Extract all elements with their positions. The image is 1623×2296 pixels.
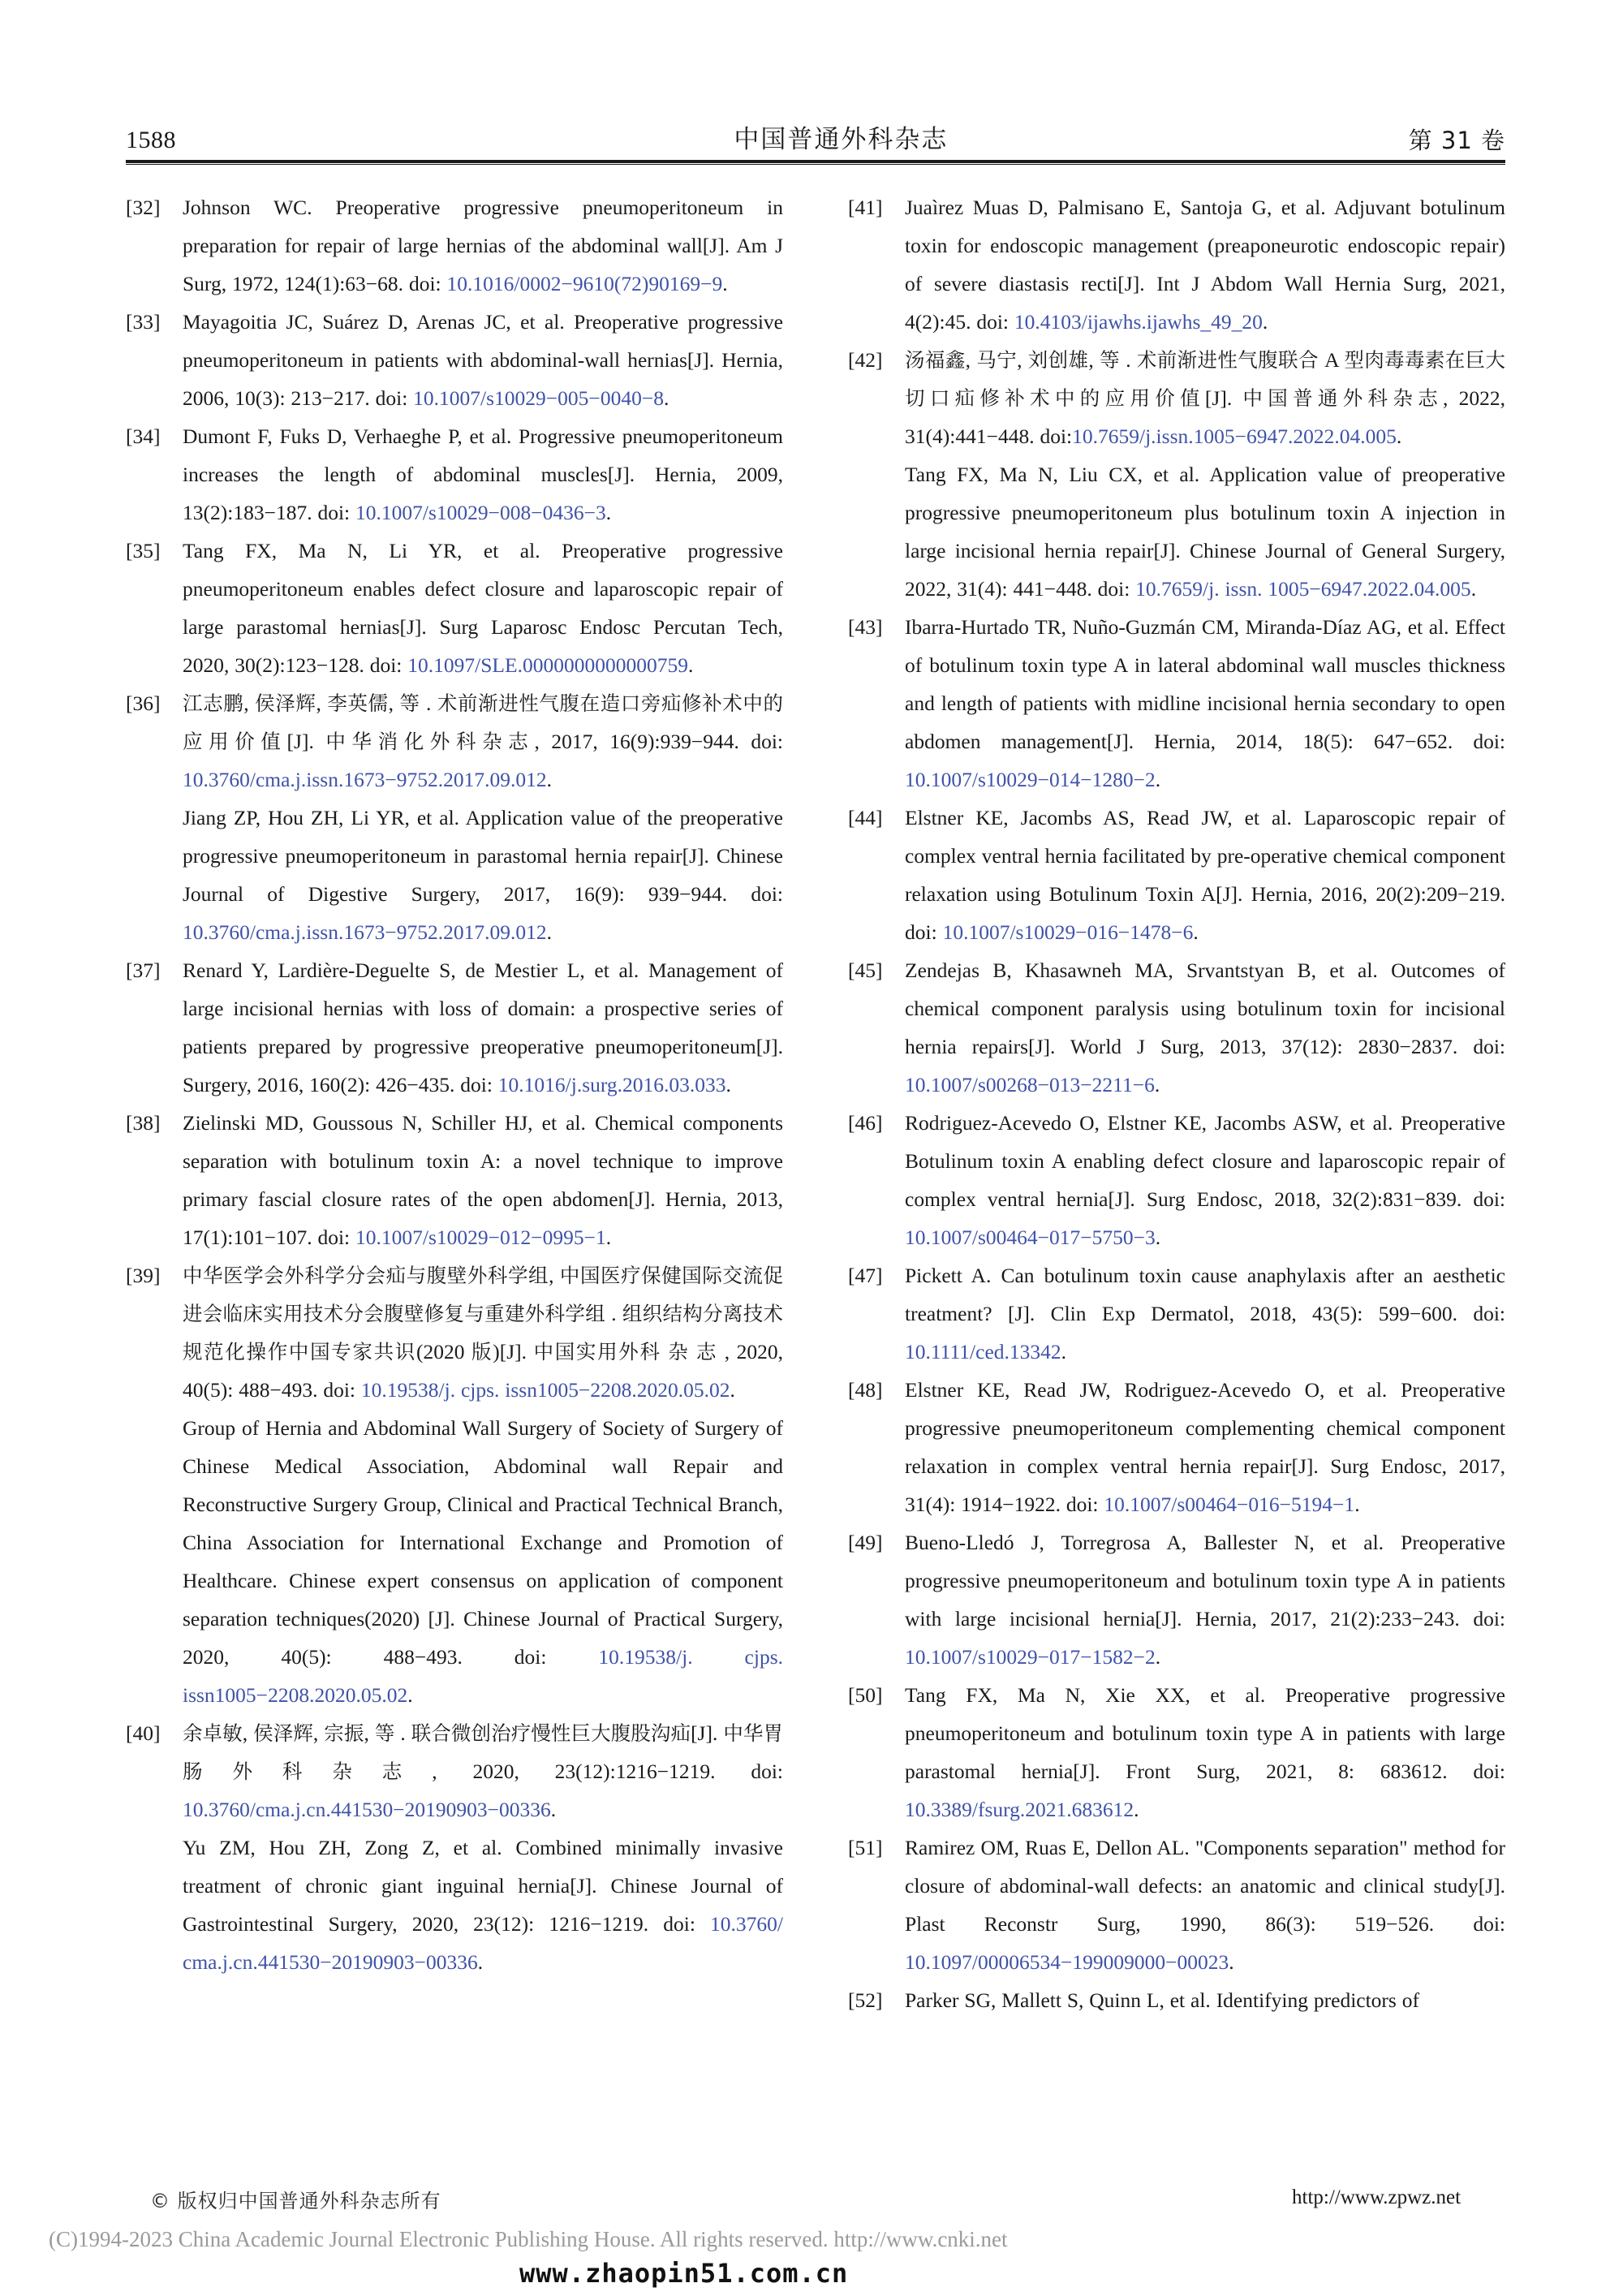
cjk-run: 组织结构分离技术规范化操作中国专家共识 [183,1302,784,1363]
header-rule [126,160,1505,163]
reference-entry [848,951,1505,1104]
reference-columns [126,188,1505,2019]
doi-link[interactable]: 10.1007/s00268−013−2211−6 [905,1073,1155,1096]
reference-text: Elstner KE, Read JW, Rodriguez-Acevedo O, et al. Preoperative progressive pneumoperitoneum complementing chemical component relaxation in complex ventral hernia repair[J]. Surg Endosc, 2017, 31(4): 1914−1922. doi: 10.1007/s00464−016−5194−1. [905,1378,1505,1516]
volume-label: 第 31 卷 [1408,127,1505,154]
cjk-run: 等 [1100,348,1120,372]
cjk-run: 联合微创治疗慢性巨大腹股沟疝 [411,1721,691,1745]
reference-entry [848,1256,1505,1371]
reference-text: Ibarra-Hurtado TR, Nuño-Guzmán CM, Miranda-Díaz AG, et al. Effect of botulinum toxin type A in lateral abdominal wall muscles thickness and length of patients with midline incisional hernia secondary to open abdomen management[J]. Hernia, 2014, 18(5): 647−652. doi: 10.1007/s10029−014−1280−2. [905,615,1505,791]
reference-entry [848,188,1505,341]
reference-number: [42] [848,348,883,372]
reference-number: [50] [848,1683,883,1707]
journal-title: 中国普通外科杂志 [734,125,949,154]
reference-translation: Jiang ZP, Hou ZH, Li YR, et al. Application value of the preoperative progressive pneumoperitoneum in parastomal hernia repair[J]. Chinese Journal of Digestive Surgery, 2017, 16(9): 939−944. doi: 10.3760/cma.j.issn.1673−9752.2017.09.012. [183,806,783,944]
doi-link[interactable]: 10.1097/SLE.0000000000000759 [407,653,688,677]
reference-text: Zendejas B, Khasawneh MA, Srvantstyan B, et al. Outcomes of chemical component paralysis using botulinum toxin for incisional hernia repairs[J]. World J Surg, 2013, 37(12): 2830−2837. doi: 10.1007/s00268−013−2211−6. [905,958,1505,1096]
running-head [126,114,1505,153]
reference-translation: Tang FX, Ma N, Liu CX, et al. Application value of preoperative progressive pneumoperitoneum plus botulinum toxin A injection in large incisional hernia repair[J]. Chinese Journal of General Surgery, 2022, 31(4): 441−448. doi: 10.7659/j. issn. 1005−6947.2022.04.005. [905,463,1505,601]
page-number: 1588 [126,127,176,153]
reference-text: Mayagoitia JC, Suárez D, Arenas JC, et al. Preoperative progressive pneumoperitoneum in patients with abdominal-wall hernias[J]. Hernia, 2006, 10(3): 213−217. doi: 10.1007/s10029−005−0040−8. [183,310,783,410]
reference-text: 中华医学会外科学分会疝与腹壁外科学组, 中国医疗保健国际交流促进会临床实用技术分会腹壁修复与重建外科学组 . 组织结构分离技术规范化操作中国专家共识(2020 版)[J]. 中国实用外科 杂 志 , 2020, 40(5): 488−493. doi: 10.19538/j. cjps. issn1005−2208.2020.05.02. [183,1264,784,1402]
reference-entry [848,1981,1505,2019]
doi-link[interactable]: 10.1007/s00464−017−5750−3 [905,1226,1156,1249]
reference-entry [126,684,783,951]
doi-link[interactable]: 10.19538/j. cjps. issn1005−2208.2020.05.02 [183,1645,783,1707]
cjk-run: 马宁 [976,348,1018,372]
reference-entry [848,1523,1505,1676]
reference-text: Juaìrez Muas D, Palmisano E, Santoja G, et al. Adjuvant botulinum toxin for endoscopic management (preaponeurotic endoscopic repair) of severe diastasis recti[J]. Int J Abdom Wall Hernia Surg, 2021, 4(2):45. doi: 10.4103/ijawhs.ijawhs_49_20. [905,196,1505,334]
doi-link[interactable]: 10.3760/cma.j.issn.1673−9752.2017.09.012 [183,768,547,791]
reference-text: 汤福鑫, 马宁, 刘创雄, 等 . 术前渐进性气腹联合 A 型肉毒毒素在巨大切口疝修补术中的应用价值[J]. 中国普通外科杂志, 2022, 31(4):441−448. doi:10.7659/j.issn.1005−6947.2022.04.005. [905,348,1506,448]
copyright-notice: © 版权归中国普通外科杂志所有 [150,2190,441,2212]
reference-translation: Yu ZM, Hou ZH, Zong Z, et al. Combined minimally invasive treatment of chronic giant inguinal hernia[J]. Chinese Journal of Gastrointestinal Surgery, 2020, 23(12): 1216−1219. doi: 10.3760/ cma.j.cn.441530−20190903−00336. [183,1836,783,1974]
reference-number: [33] [126,310,161,334]
cjk-run: 杂 [668,1340,690,1363]
reference-number: [39] [126,1264,161,1287]
cjk-run: 侯泽辉 [253,1721,313,1745]
cjk-run: 汤福鑫 [905,348,966,372]
doi-link[interactable]: 10.1007/s10029−008−0436−3 [355,501,606,524]
reference-entry [848,1676,1505,1829]
doi-link[interactable]: 10.1007/s10029−012−0995−1 [355,1226,606,1249]
reference-number: [46] [848,1111,883,1135]
reference-number: [32] [126,196,161,219]
reference-entry [126,532,783,684]
doi-link[interactable]: 10.1016/0002−9610(72)90169−9 [446,272,723,295]
reference-text: Bueno-Lledó J, Torregrosa A, Ballester N, et al. Preoperative progressive pneumoperitoneum and botulinum toxin type A in patients with large incisional hernia[J]. Hernia, 2017, 21(2):233−243. doi: 10.1007/s10029−017−1582−2. [905,1531,1505,1669]
reference-text: Dumont F, Fuks D, Verhaeghe P, et al. Progressive pneumoperitoneum increases the length of abdominal muscles[J]. Hernia, 2009, 13(2):183−187. doi: 10.1007/s10029−008−0436−3. [183,424,783,524]
doi-link[interactable]: 10.1007/s10029−016−1478−6 [942,920,1194,944]
cjk-run: 中国医疗保健国际交流促进会临床实用技术分会腹壁修复与重建外科学组 [183,1264,784,1325]
doi-link[interactable]: 10.3389/fsurg.2021.683612 [905,1798,1134,1821]
reference-entry [848,341,1505,608]
cjk-run: 型肉毒毒素在巨大切口疝修补术中的应用价值 [905,348,1506,410]
reference-number: [41] [848,196,883,219]
left-column [126,188,783,2019]
reference-entry [848,1829,1505,1981]
reference-text: Pickett A. Can botulinum toxin cause anaphylaxis after an aesthetic treatment? [J]. Clin Exp Dermatol, 2018, 43(5): 599−600. doi: 10.1111/ced.13342. [905,1264,1505,1363]
reference-number: [34] [126,424,161,448]
reference-entry [126,417,783,532]
journal-website-link[interactable]: http://www.zpwz.net [1292,2186,1462,2208]
reference-number: [45] [848,958,883,982]
reference-text: Zielinski MD, Goussous N, Schiller HJ, et al. Chemical components separation with botulinum toxin A: a novel technique to improve primary fascial closure rates of the open abdomen[J]. Hernia, 2013, 17(1):101−107. doi: 10.1007/s10029−012−0995−1. [183,1111,783,1249]
reference-text: Tang FX, Ma N, Li YR, et al. Preoperative progressive pneumoperitoneum enables defect closure and laparoscopic repair of large parastomal hernias[J]. Surg Laparosc Endosc Percutan Tech, 2020, 30(2):123−128. doi: 10.1097/SLE.0000000000000759. [183,539,783,677]
reference-number: [44] [848,806,883,829]
doi-link[interactable]: 10.1111/ced.13342 [905,1340,1061,1363]
reference-number: [36] [126,691,161,715]
cjk-run: 余卓敏 [183,1721,243,1745]
reference-text: Johnson WC. Preoperative progressive pneumoperitoneum in preparation for repair of large hernias of the abdominal wall[J]. Am J Surg, 1972, 124(1):63−68. doi: 10.1016/0002−9610(72)90169−9. [183,196,783,295]
doi-link[interactable]: 10.1097/00006534−199009000−00023 [905,1950,1229,1974]
reference-text: 余卓敏, 侯泽辉, 宗振, 等 . 联合微创治疗慢性巨大腹股沟疝[J]. 中华胃肠外科杂志, 2020, 23(12):1216−1219. doi: 10.3760/cma.j.cn.441530−20190903−00336. [183,1721,784,1821]
cjk-run: 志 [695,1340,718,1363]
watermark-text: www.zhaopin51.com.cn [519,2258,849,2289]
doi-link[interactable]: 10.3760/cma.j.cn.441530−20190903−00336 [183,1798,551,1821]
cjk-run: 江志鹏 [183,691,244,715]
cnki-copyright-notice: (C)1994-2023 China Academic Journal Electronic Publishing House. All rights reserved. http://www.cnki.net [49,2227,1008,2251]
doi-link[interactable]: 10.4103/ijawhs.ijawhs_49_20 [1014,310,1263,334]
cjk-run: 术前渐进性气腹在造口旁疝修补术中的应用价值 [183,691,783,753]
doi-link[interactable]: 10.1007/s10029−017−1582−2 [905,1645,1156,1669]
right-column [848,188,1505,2019]
reference-entry [848,1371,1505,1523]
reference-number: [49] [848,1531,883,1554]
cjk-run: 术前渐进性气腹联合 [1136,348,1319,372]
reference-entry [126,303,783,417]
reference-number: [51] [848,1836,883,1859]
reference-entry [126,951,783,1104]
cjk-run: 侯泽辉 [255,691,316,715]
doi-link[interactable]: 10.3760/cma.j.issn.1673−9752.2017.09.012 [183,920,547,944]
reference-entry [848,799,1505,951]
reference-number: [37] [126,958,161,982]
reference-entry [126,1256,783,1714]
doi-link[interactable]: 10.1007/s00464−016−5194−1 [1104,1493,1355,1516]
reference-number: [38] [126,1111,161,1135]
reference-text: Renard Y, Lardière-Deguelte S, de Mestier L, et al. Management of large incisional hernias with loss of domain: a prospective series of patients prepared by progressive preoperative pneumoperitoneum[J]. Surgery, 2016, 160(2): 426−435. doi: 10.1016/j.surg.2016.03.033. [183,958,783,1096]
reference-text: Rodriguez-Acevedo O, Elstner KE, Jacombs ASW, et al. Preoperative Botulinum toxin A enabling defect closure and laparoscopic repair of complex ventral hernia[J]. Surg Endosc, 2018, 32(2):831−839. doi: 10.1007/s00464−017−5750−3. [905,1111,1505,1249]
cjk-run: 版 [471,1340,493,1363]
doi-link[interactable]: 10.7659/j. issn. 1005−6947.2022.04.005 [1135,577,1471,601]
reference-number: [35] [126,539,161,562]
cjk-run: 等 [374,1721,395,1745]
cjk-run: 宗振 [324,1721,364,1745]
doi-link[interactable]: 10.3760/ cma.j.cn.441530−20190903−00336 [183,1912,783,1974]
reference-number: [48] [848,1378,883,1402]
cjk-run: 李英儒 [327,691,389,715]
cjk-run: 中国普通外科杂志 [1242,386,1444,410]
doi-link[interactable]: 10.7659/j.issn.1005−6947.2022.04.005 [1072,424,1397,448]
reference-number: [40] [126,1721,161,1745]
reference-translation: Group of Hernia and Abdominal Wall Surgery of Society of Surgery of Chinese Medical Association, Abdominal wall Repair and Reconstructive Surgery Group, Clinical and Practical Technical Branch, China Association for International Exchange and Promotion of Healthcare. Chinese expert consensus on application of component separation techniques(2020) [J]. Chinese Journal of Practical Surgery, 2020, 40(5): 488−493. doi: 10.19538/j. cjps. issn1005−2208.2020.05.02. [183,1416,783,1707]
reference-number: [43] [848,615,883,639]
cjk-run: 中华胃肠外科杂志 [183,1721,784,1783]
reference-entry [126,188,783,303]
reference-number: [47] [848,1264,883,1287]
reference-entry [126,1104,783,1256]
reference-text: Elstner KE, Jacombs AS, Read JW, et al. Laparoscopic repair of complex ventral hernia facilitated by pre-operative chemical component relaxation using Botulinum Toxin A[J]. Hernia, 2016, 20(2):209−219. doi: 10.1007/s10029−016−1478−6. [905,806,1505,944]
reference-text: Ramirez OM, Ruas E, Dellon AL. "Components separation" method for closure of abdominal-wall defects: an anatomic and clinical study[J]. Plast Reconstr Surg, 1990, 86(3): 519−526. doi: 10.1097/00006534−199009000−00023. [905,1836,1505,1974]
doi-link[interactable]: 10.1007/s10029−005−0040−8 [413,386,664,410]
reference-text: 江志鹏, 侯泽辉, 李英儒, 等 . 术前渐进性气腹在造口旁疝修补术中的应用价值[J]. 中华消化外科杂志, 2017, 16(9):939−944. doi: 10.3760/cma.j.issn.1673−9752.2017.09.012. [183,691,784,791]
cjk-run: 中华医学会外科学分会疝与腹壁外科学组 [183,1264,549,1287]
cjk-run: 刘创雄 [1027,348,1089,372]
reference-text: Tang FX, Ma N, Xie XX, et al. Preoperative progressive pneumoperitoneum and botulinum toxin type A in patients with large parastomal hernia[J]. Front Surg, 2021, 8: 683612. doi: 10.3389/fsurg.2021.683612. [905,1683,1505,1821]
cjk-run: 中国实用外科 [533,1340,661,1363]
reference-text: Parker SG, Mallett S, Quinn L, et al. Identifying predictors of [905,1988,1419,2012]
reference-number: [52] [848,1988,883,2012]
cjk-run: 中华消化外科杂志 [325,730,535,753]
doi-link[interactable]: 10.1007/s10029−014−1280−2 [905,768,1156,791]
cjk-run: 等 [399,691,420,715]
reference-entry [848,1104,1505,1256]
doi-link[interactable]: 10.19538/j. cjps. issn1005−2208.2020.05.02 [360,1378,730,1402]
reference-entry [848,608,1505,799]
doi-link[interactable]: 10.1016/j.surg.2016.03.033 [497,1073,726,1096]
reference-entry [126,1714,783,1981]
